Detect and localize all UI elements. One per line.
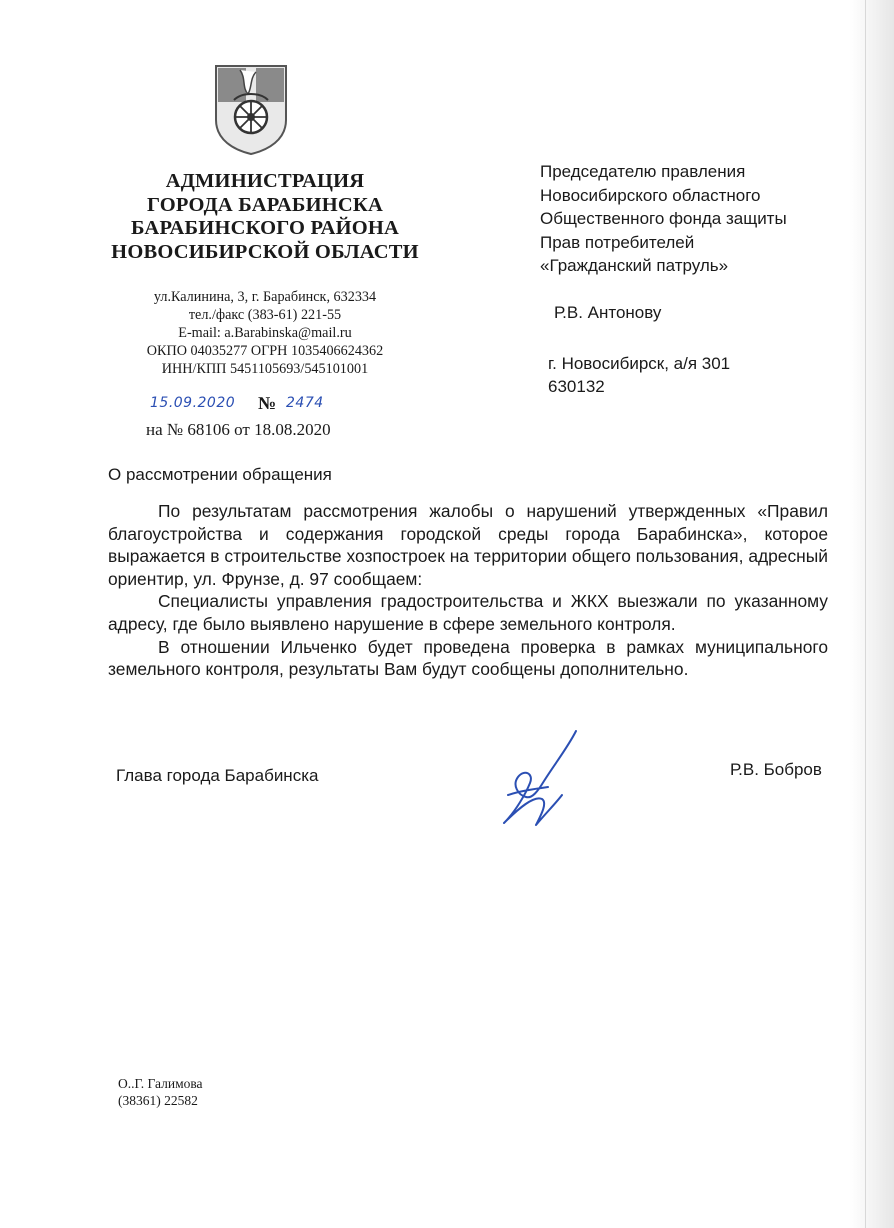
org-line: НОВОСИБИРСКОЙ ОБЛАСТИ bbox=[111, 240, 419, 263]
body-paragraph: Специалисты управления градостроительства и ЖКХ выезжали по указанному адресу, где было выявлено нарушение в сфере земельного контроля. bbox=[108, 591, 828, 634]
body-paragraph: В отношении Ильченко будет проведена проверка в рамках муниципального земельного контроля, результаты Вам будут сообщены дополнительно. bbox=[108, 636, 828, 680]
contact-email: E-mail: a.Barabinska@mail.ru bbox=[178, 325, 352, 341]
executor-info bbox=[118, 1075, 203, 1109]
handwritten-signature bbox=[490, 725, 600, 835]
reference-line: на № 68106 от 18.08.2020 bbox=[146, 420, 331, 439]
contact-address: ул.Калинина, 3, г. Барабинск, 632334 bbox=[153, 289, 377, 305]
page-edge-shadow bbox=[865, 0, 866, 1228]
org-line: БАРАБИНСКОГО РАЙОНА bbox=[130, 217, 400, 239]
executor-name: О..Г. Галимова bbox=[118, 1076, 203, 1091]
body-paragraph: По результатам рассмотрения жалобы о нарушений утвержденных «Правил благоустройства и содержания городской среды города Барабинска», которое выражается в строительстве хозпостроек на территории общего пользования, адресный ориентир, ул. Фрунзе, д. 97 сообщаем: bbox=[108, 501, 828, 589]
contact-okpo-ogrn: ОКПО 04035277 ОГРН 1035406624362 bbox=[146, 343, 384, 359]
recipient-line: «Гражданский патруль» bbox=[540, 256, 729, 275]
contact-phone: тел./факс (383-61) 221-55 bbox=[188, 307, 342, 323]
recipient-postcode: 630132 bbox=[548, 377, 605, 396]
recipient-line: Председателю правления bbox=[540, 162, 746, 181]
contact-inn-kpp: ИНН/КПП 5451105693/545101001 bbox=[161, 361, 369, 377]
recipient-title bbox=[540, 160, 860, 278]
organization-contacts bbox=[100, 288, 430, 378]
recipient-line: Новосибирского областного bbox=[540, 185, 761, 205]
handwritten-number: 2474 bbox=[286, 395, 324, 411]
signatory-name: Р.В. Бобров bbox=[730, 760, 822, 779]
signatory-role: Глава города Барабинска bbox=[116, 766, 319, 785]
recipient-line: Общественного фонда защиты bbox=[540, 209, 787, 228]
executor-phone: (38361) 22582 bbox=[118, 1093, 198, 1108]
recipient-name: Р.В. Антонову bbox=[554, 303, 662, 322]
handwritten-date: 15.09.2020 bbox=[150, 395, 236, 411]
recipient-line: Прав потребителей bbox=[540, 232, 695, 252]
recipient-address bbox=[548, 352, 730, 398]
coat-of-arms-icon bbox=[212, 62, 290, 156]
registration-line bbox=[150, 395, 350, 417]
recipient-address-line: г. Новосибирск, а/я 301 bbox=[548, 354, 731, 373]
organization-name bbox=[100, 170, 430, 264]
org-line: АДМИНИСТРАЦИЯ bbox=[165, 170, 365, 192]
letter-body bbox=[108, 500, 828, 681]
number-sign: № bbox=[258, 393, 277, 413]
letter-subject: О рассмотрении обращения bbox=[108, 465, 332, 484]
org-line: ГОРОДА БАРАБИНСКА bbox=[147, 193, 383, 216]
